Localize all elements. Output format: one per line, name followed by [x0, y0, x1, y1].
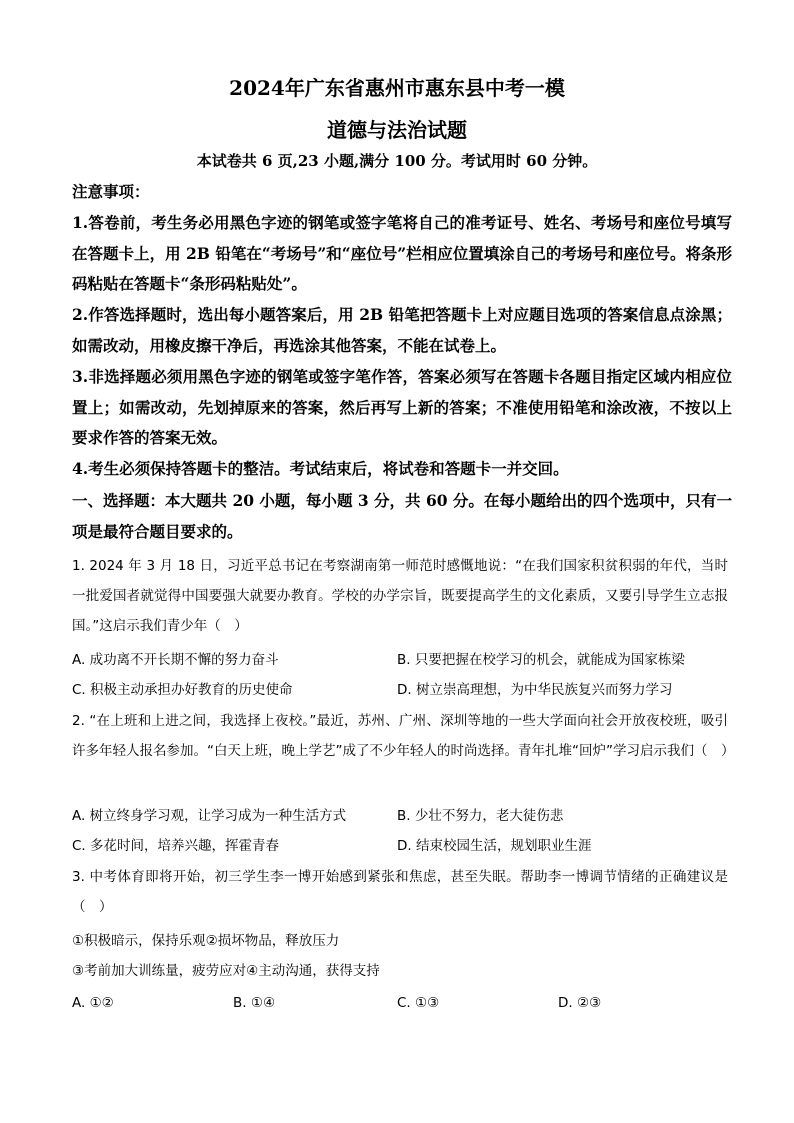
q3-statements-line-2: ③考前加大训练量，疲劳应对④主动沟通，获得支持 — [72, 963, 380, 979]
q1-option-d: D. 树立崇高理想，为中华民族复兴而努力学习 — [397, 682, 673, 698]
section-heading: 一、选择题：本大题共 20 小题，每小题 3 分，共 60 分。在每小题给出的四个选项中，只有一项是最符合题目要求的。 — [72, 491, 732, 541]
exam-info: 本试卷共 6 页,23 小题,满分 100 分。考试用时 60 分钟。 — [196, 152, 598, 170]
exam-title: 2024年广东省惠州市惠东县中考一模 — [229, 76, 565, 100]
q1-option-b: B. 只要把握在校学习的机会，就能成为国家栋梁 — [397, 652, 685, 668]
subject-title: 道德与法治试题 — [327, 118, 467, 142]
question-2-stem: 2. “在上班和上进之间，我选择上夜校。”最近，苏州、广州、深圳等地的一些大学面向社会开放夜校班，吸引许多年轻人报名参加。“白天上班，晚上学艺”成了不少年轻人的时尚选择。青年扎堆“回炉”学习启示我们（ ） — [72, 713, 735, 759]
question-3-stem: 3. 中考体育即将开始，初三学生李一博开始感到紧张和焦虑，甚至失眠。帮助李一博调节情绪的正确建议是（ ） — [72, 869, 728, 915]
q3-option-a: A. ①② — [72, 995, 114, 1011]
note-item-3: 3.非选择题必须用黑色字迹的钢笔或签字笔作答，答案必须写在答题卡各题目指定区域内相应位置上；如需改动，先划掉原来的答案，然后再写上新的答案；不准使用铅笔和涂改液，不按以上要求作答的答案无效。 — [72, 367, 732, 447]
question-1-stem: 1. 2024 年 3 月 18 日，习近平总书记在考察湖南第一师范时感慨地说：“在我们国家积贫积弱的年代，当时一批爱国者就觉得中国要强大就要办教育。学校的办学宗旨，既要提高学生的文化素质，又要引导学生立志报国。”这启示我们青少年（ ） — [72, 558, 728, 634]
note-item-1: 1.答卷前，考生务必用黑色字迹的钢笔或签字笔将自己的准考证号、姓名、考场号和座位号填写在答题卡上，用 2B 铅笔在“考场号”和“座位号”栏相应位置填涂自己的考场号和座位号。将条形码粘贴在答题卡“条形码粘贴处”。 — [72, 213, 732, 293]
q3-option-d: D. ②③ — [558, 995, 602, 1011]
q3-option-b: B. ①④ — [233, 995, 276, 1011]
notes-heading: 注意事项： — [72, 182, 150, 201]
q3-option-c: C. ①③ — [397, 995, 440, 1011]
q1-option-c: C. 积极主动承担办好教育的历史使命 — [72, 682, 293, 698]
q2-option-c: C. 多花时间，培养兴趣，挥霍青春 — [72, 838, 280, 854]
q3-statements-line-1: ①积极暗示，保持乐观②损坏物品，释放压力 — [72, 933, 340, 949]
note-item-2: 2.作答选择题时，选出每小题答案后，用 2B 铅笔把答题卡上对应题目选项的答案信息点涂黑；如需改动，用橡皮擦干净后，再选涂其他答案，不能在试卷上。 — [72, 305, 732, 355]
q2-option-b: B. 少壮不努力，老大徒伤悲 — [397, 808, 564, 824]
note-item-4: 4.考生必须保持答题卡的整洁。考试结束后，将试卷和答题卡一并交回。 — [72, 459, 569, 478]
q2-option-a: A. 树立终身学习观，让学习成为一种生活方式 — [72, 808, 347, 824]
q2-option-d: D. 结束校园生活，规划职业生涯 — [397, 838, 592, 854]
q1-option-a: A. 成功离不开长期不懈的努力奋斗 — [72, 652, 279, 668]
